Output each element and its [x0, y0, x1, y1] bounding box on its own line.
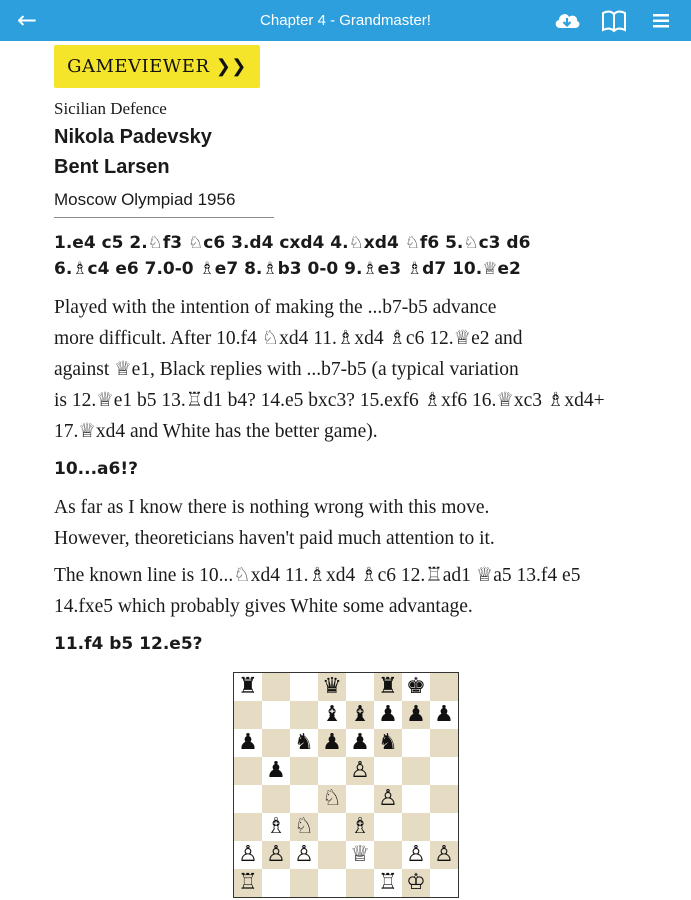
black-player: Bent Larsen: [54, 156, 170, 178]
square-a7[interactable]: [234, 701, 262, 729]
square-e3[interactable]: ♗: [346, 813, 374, 841]
square-f5[interactable]: [374, 757, 402, 785]
square-f8[interactable]: ♜: [374, 673, 402, 701]
square-f7[interactable]: ♟: [374, 701, 402, 729]
comment-line: against ♕e1, Black replies with ...b7-b5 (a typical variation: [54, 359, 519, 380]
square-e2[interactable]: ♕: [346, 841, 374, 869]
square-c6[interactable]: ♞: [290, 729, 318, 757]
comment-line: is 12.♕e1 b5 13.♖d1 b4? 14.e5 bxc3? 15.exf6 ♗xf6 16.♕xc3 ♗xd4+: [54, 390, 605, 411]
square-d8[interactable]: ♛: [318, 673, 346, 701]
square-c8[interactable]: [290, 673, 318, 701]
square-e5[interactable]: ♙: [346, 757, 374, 785]
opening-name: Sicilian Defence: [54, 99, 167, 118]
square-c4[interactable]: [290, 785, 318, 813]
square-a3[interactable]: [234, 813, 262, 841]
move-line: 11.f4 b5 12.e5?: [54, 634, 203, 654]
square-g2[interactable]: ♙: [402, 841, 430, 869]
square-c2[interactable]: ♙: [290, 841, 318, 869]
square-g3[interactable]: [402, 813, 430, 841]
square-c1[interactable]: [290, 869, 318, 897]
square-b7[interactable]: [262, 701, 290, 729]
square-a2[interactable]: ♙: [234, 841, 262, 869]
square-b5[interactable]: ♟: [262, 757, 290, 785]
square-h8[interactable]: [430, 673, 458, 701]
square-b2[interactable]: ♙: [262, 841, 290, 869]
square-g8[interactable]: ♚: [402, 673, 430, 701]
square-h5[interactable]: [430, 757, 458, 785]
comment-line: Played with the intention of making the ...b7-b5 advance: [54, 297, 497, 318]
square-b3[interactable]: ♗: [262, 813, 290, 841]
square-c5[interactable]: [290, 757, 318, 785]
chess-board[interactable]: [233, 672, 459, 898]
square-e4[interactable]: [346, 785, 374, 813]
square-h2[interactable]: ♙: [430, 841, 458, 869]
square-a5[interactable]: [234, 757, 262, 785]
square-f2[interactable]: [374, 841, 402, 869]
square-d3[interactable]: [318, 813, 346, 841]
square-c3[interactable]: ♘: [290, 813, 318, 841]
square-g1[interactable]: ♔: [402, 869, 430, 897]
event-name: Moscow Olympiad 1956: [54, 190, 236, 209]
square-d2[interactable]: [318, 841, 346, 869]
menu-icon[interactable]: [648, 8, 676, 34]
square-b1[interactable]: [262, 869, 290, 897]
move-line: 1.e4 c5 2.♘f3 ♘c6 3.d4 cxd4 4.♘xd4 ♘f6 5.♘c3 d6: [54, 233, 531, 253]
square-b6[interactable]: [262, 729, 290, 757]
square-d6[interactable]: ♟: [318, 729, 346, 757]
square-b8[interactable]: [262, 673, 290, 701]
chapter-title: Chapter 4 - Grandmaster!: [260, 12, 431, 29]
square-d4[interactable]: ♘: [318, 785, 346, 813]
comment-line: However, theoreticians haven't paid much attention to it.: [54, 528, 495, 549]
square-e6[interactable]: ♟: [346, 729, 374, 757]
move-line: 10...a6!?: [54, 459, 138, 479]
comment-line: 14.fxe5 which probably gives White some advantage.: [54, 596, 473, 617]
comment-line: As far as I know there is nothing wrong with this move.: [54, 497, 490, 518]
white-player: Nikola Padevsky: [54, 126, 212, 148]
square-h4[interactable]: [430, 785, 458, 813]
square-g7[interactable]: ♟: [402, 701, 430, 729]
move-line: 6.♗c4 e6 7.0-0 ♗e7 8.♗b3 0-0 9.♗e3 ♗d7 10.♕e2: [54, 259, 521, 279]
gameviewer-button[interactable]: GAMEVIEWER ❯❯: [54, 45, 260, 88]
square-a6[interactable]: ♟: [234, 729, 262, 757]
book-icon[interactable]: [600, 8, 628, 34]
square-b4[interactable]: [262, 785, 290, 813]
square-c7[interactable]: [290, 701, 318, 729]
square-g6[interactable]: [402, 729, 430, 757]
comment-line: The known line is 10...♘xd4 11.♗xd4 ♗c6 12.♖ad1 ♕a5 13.f4 e5: [54, 565, 581, 586]
square-a4[interactable]: [234, 785, 262, 813]
square-d1[interactable]: [318, 869, 346, 897]
comment-line: more difficult. After 10.f4 ♘xd4 11.♗xd4 ♗c6 12.♕e2 and: [54, 328, 523, 349]
square-f1[interactable]: ♖: [374, 869, 402, 897]
square-f3[interactable]: [374, 813, 402, 841]
comment-line: 17.♕xd4 and White has the better game).: [54, 421, 378, 442]
square-h7[interactable]: ♟: [430, 701, 458, 729]
square-a1[interactable]: ♖: [234, 869, 262, 897]
square-g4[interactable]: [402, 785, 430, 813]
square-h3[interactable]: [430, 813, 458, 841]
square-d5[interactable]: [318, 757, 346, 785]
square-f6[interactable]: ♞: [374, 729, 402, 757]
divider: [54, 217, 274, 218]
arrow-left-icon[interactable]: ←: [16, 6, 38, 34]
square-h6[interactable]: [430, 729, 458, 757]
square-g5[interactable]: [402, 757, 430, 785]
square-e7[interactable]: ♝: [346, 701, 374, 729]
square-e8[interactable]: [346, 673, 374, 701]
square-h1[interactable]: [430, 869, 458, 897]
cloud-download-icon[interactable]: [553, 8, 581, 34]
square-a8[interactable]: ♜: [234, 673, 262, 701]
square-e1[interactable]: [346, 869, 374, 897]
square-f4[interactable]: ♙: [374, 785, 402, 813]
app-header: [0, 0, 691, 41]
square-d7[interactable]: ♝: [318, 701, 346, 729]
